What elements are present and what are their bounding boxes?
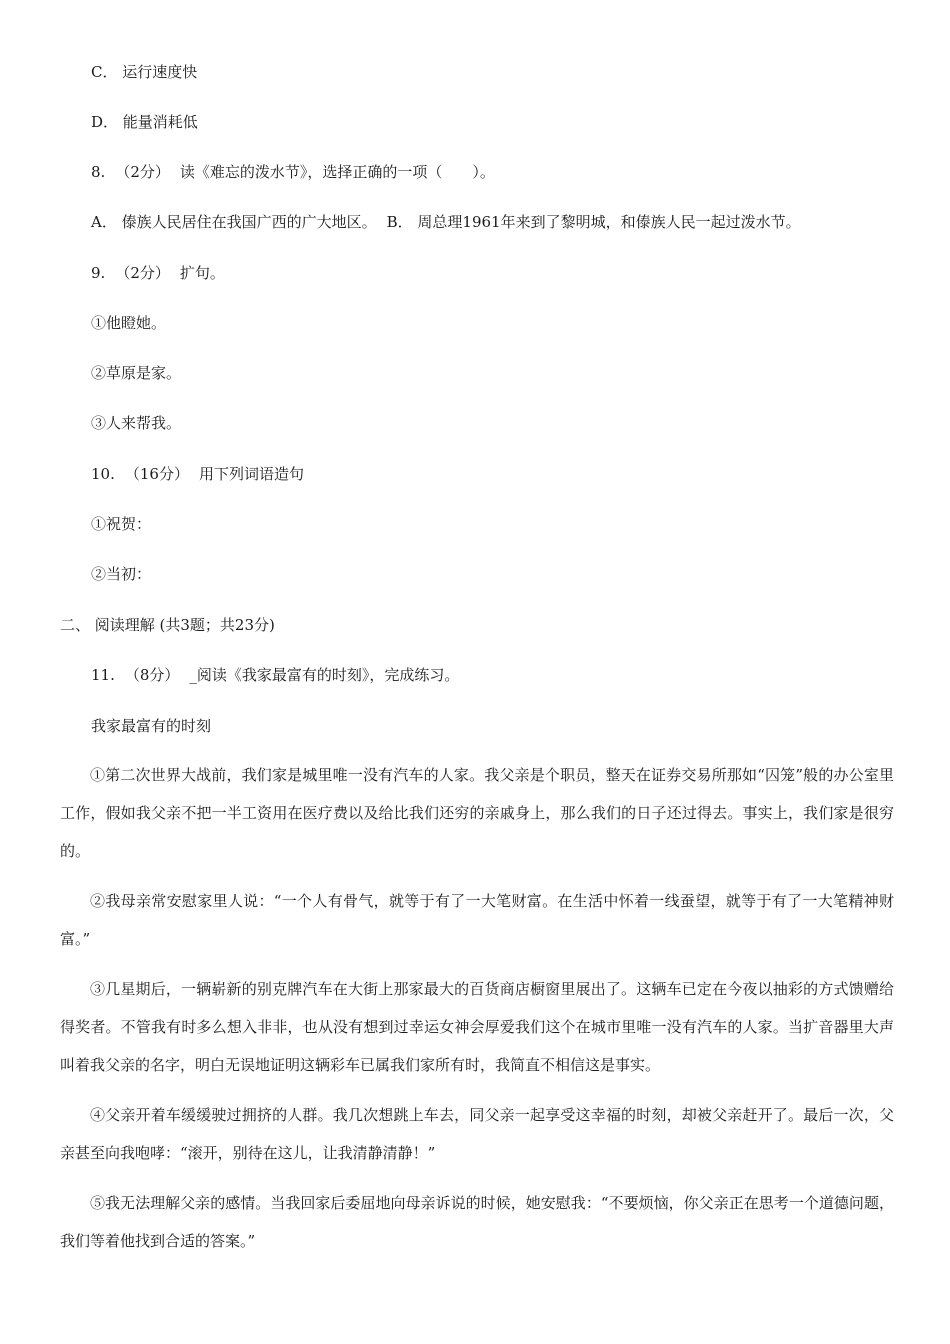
q10-item-1: ①祝贺： [91,515,152,533]
question-9 [91,263,225,283]
question-score: （2分） [115,163,170,181]
question-score: （16分） [124,465,189,483]
section-2-heading: 二、 阅读理解 (共3题；共23分) [60,616,275,634]
question-score: （2分） [115,264,170,282]
article-title: 我家最富有的时刻 [91,717,212,735]
q10-item-2: ②当初： [91,565,152,583]
q7-option-c[interactable]: C． 运行速度快 [91,63,198,81]
article-paragraph-3: ③几星期后，一辆崭新的别克牌汽车在大街上那家最大的百货商店橱窗里展出了。这辆车已定在今夜以抽彩的方式馈赠给得奖者。不管我有时多么想入非非，也从没有想到过幸运女神会厚爱我们这个在城市里唯一没有汽车的人家。当扩音器里大声叫着我父亲的名字，明白无误地证明这辆彩车已属我们家所有时，我简直不相信这是事实。 [60,980,894,1074]
question-text: 读《难忘的泼水节》，选择正确的一项（ ）。 [179,163,495,181]
article-paragraph-5: ⑤我无法理解父亲的感情。当我回家后委屈地向母亲诉说的时候，她安慰我：“不要烦恼，你父亲正在思考一个道德问题，我们等着他找到合适的答案。” [60,1194,894,1250]
article-paragraph-4: ④父亲开着车缓缓驶过拥挤的人群。我几次想跳上车去，同父亲一起享受这幸福的时刻，却被父亲赶开了。最后一次，父亲甚至向我咆哮：“滚开，别待在这儿，让我清静清静！” [60,1106,894,1162]
question-number: 11. [91,666,115,684]
question-text: _阅读《我家最富有的时刻》，完成练习。 [189,666,460,684]
question-text: 扩句。 [179,264,225,282]
q9-item-1: ①他瞪她。 [91,314,167,332]
question-number: 9. [91,264,106,282]
question-number: 10. [91,465,115,483]
q7-option-d[interactable]: D． 能量消耗低 [91,113,198,131]
question-8 [91,162,495,182]
question-8-options [91,212,801,232]
question-score: （8分） [124,666,180,684]
q8-option-b[interactable]: B． 周总理1961年来到了黎明城，和傣族人民一起过泼水节。 [386,213,801,231]
question-10 [91,464,304,484]
question-number: 8. [91,163,106,181]
q9-item-3: ③人来帮我。 [91,414,182,432]
question-11 [91,665,459,685]
q9-item-2: ②草原是家。 [91,364,182,382]
q8-option-a[interactable]: A． 傣族人民居住在我国广西的广大地区。 [91,213,377,231]
article-paragraph-2: ②我母亲常安慰家里人说：“一个人有骨气，就等于有了一大笔财富。在生活中怀着一线蚕望，就等于有了一大笔精神财富。” [60,892,894,948]
article-paragraph-1: ①第二次世界大战前，我们家是城里唯一没有汽车的人家。我父亲是个职员，整天在证券交易所那如“囚笼”般的办公室里工作，假如我父亲不把一半工资用在医疗费以及给比我们还穷的亲戚身上，那么我们的日子还过得去。事实上，我们家是很穷的。 [60,766,894,860]
question-text: 用下列词语造句 [198,465,304,483]
